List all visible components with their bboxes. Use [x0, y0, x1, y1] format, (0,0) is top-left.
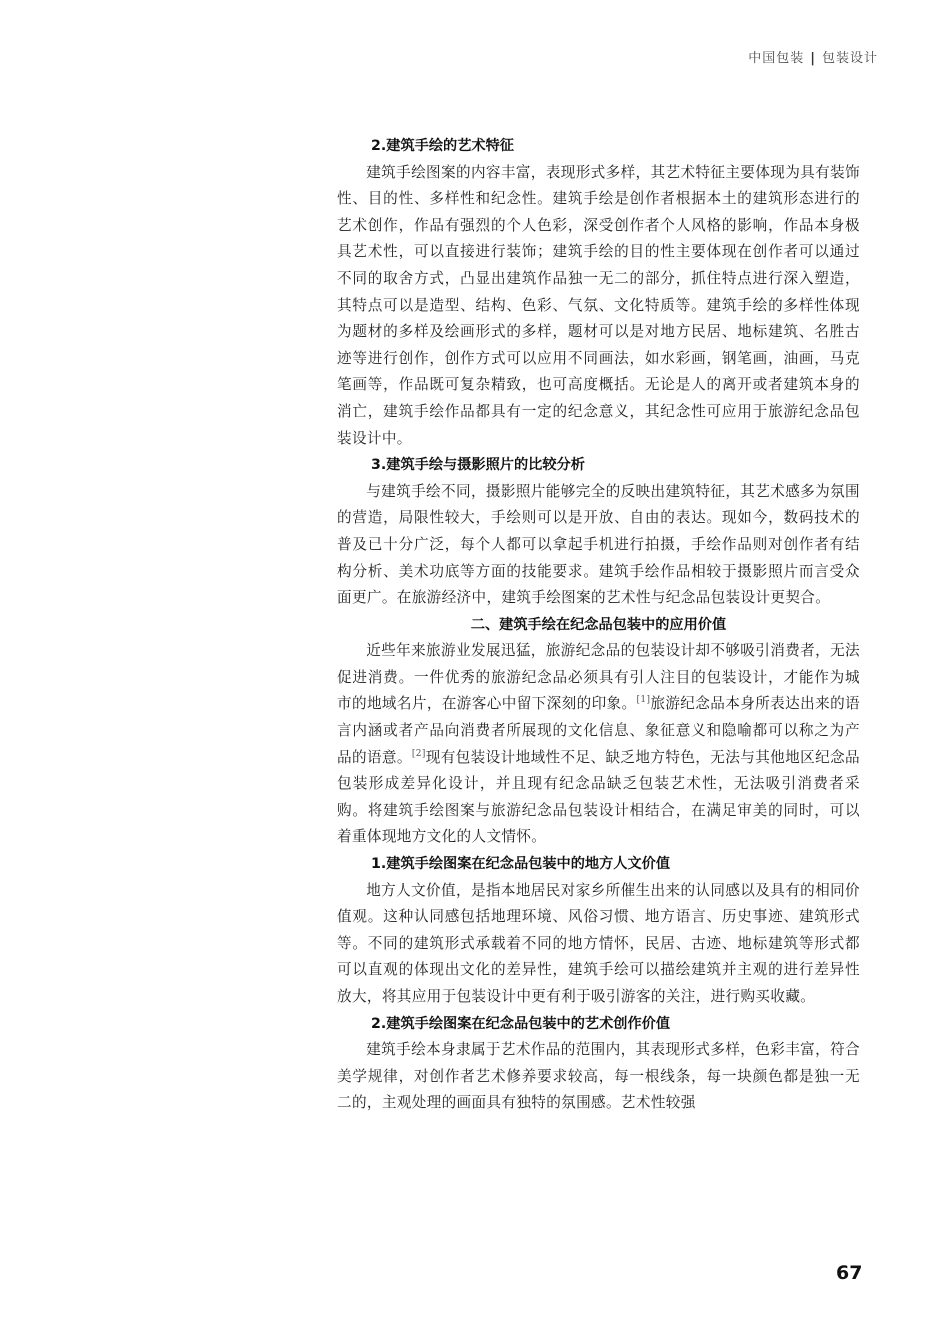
- paragraph-artistic-value: 建筑手绘本身隶属于艺术作品的范围内，其表现形式多样，色彩丰富，符合美学规律，对创作者艺术修养要求较高，每一根线条，每一块颜色都是独一无二的，主观处理的画面具有独特的氛围感。艺术性较强: [337, 1041, 860, 1112]
- header-separator: |: [810, 51, 816, 66]
- section-heading-application-value: 二、建筑手绘在纪念品包装中的应用价值: [470, 616, 727, 633]
- paragraph-application-value: [337, 638, 860, 851]
- running-header: [748, 47, 878, 66]
- paragraph-local-humanistic-value: 地方人文价值，是指本地居民对家乡所催生出来的认同感以及具有的相同价值观。这种认同感包括地理环境、风俗习惯、地方语言、历史事迹、建筑形式等。不同的建筑形式承载着不同的地方情怀，民居、古迹、地标建筑等形式都可以直观的体现出文化的差异性，建筑手绘可以描绘建筑并主观的进行差异性放大，将其应用于包装设计中更有利于吸引游客的关注，进行购买收藏。: [337, 881, 860, 1005]
- subheading-art-features: 2.建筑手绘的艺术特征: [371, 138, 514, 154]
- article-body: [337, 133, 860, 1117]
- section-name: 包装设计: [821, 51, 878, 66]
- subheading-comparison: 3.建筑手绘与摄影照片的比较分析: [371, 457, 585, 474]
- text-segment: 近些年来旅游业发展迅猛，旅游纪念品的包装设计却不够吸引消费者，无法促进消费。一件优秀的旅游纪念品必须具有引人注目的包装设计，才能作为城市的地域名片，在游客心中留下深刻的印象。: [337, 642, 860, 713]
- subheading-artistic-value: 2.建筑手绘图案在纪念品包装中的艺术创作价值: [371, 1015, 671, 1032]
- text-segment: 现有包装设计地域性不足、缺乏地方特色，无法与其他地区纪念品包装形成差异化设计，并且现有纪念品缺乏包装艺术性，无法吸引消费者采购。将建筑手绘图案与旅游纪念品包装设计相结合，在满足审美的同时，可以着重体现地方文化的人文情怀。: [337, 748, 860, 846]
- paragraph-comparison: 与建筑手绘不同，摄影照片能够完全的反映出建筑特征，其艺术感多为氛围的营造，局限性较大，手绘则可以是开放、自由的表达。现如今，数码技术的普及已十分广泛，每个人都可以拿起手机进行拍摄，手绘作品则对创作者有结构分析、美术功底等方面的技能要求。建筑手绘作品相较于摄影照片而言受众面更广。在旅游经济中，建筑手绘图案的艺术性与纪念品包装设计更契合。: [337, 482, 860, 607]
- journal-name: 中国包装: [748, 51, 805, 66]
- citation-2: [2]: [411, 748, 426, 759]
- text-segment: 旅游纪念品本身所表达出来的语言内涵或者产品向消费者所展现的文化信息、象征意义和隐喻都可以称之为产品的语意。: [337, 695, 860, 766]
- subheading-local-humanistic-value: 1.建筑手绘图案在纪念品包装中的地方人文价值: [371, 856, 671, 873]
- page-number: 67: [836, 1262, 863, 1284]
- paragraph-art-features: 建筑手绘图案的内容丰富，表现形式多样，其艺术特征主要体现为具有装饰性、目的性、多样性和纪念性。建筑手绘是创作者根据本土的建筑形态进行的艺术创作，作品有强烈的个人色彩，深受创作者个人风格的影响，作品本身极具艺术性，可以直接进行装饰；建筑手绘的目的性主要体现在创作者可以通过不同的取舍方式，凸显出建筑作品独一无二的部分，抓住特点进行深入塑造，其特点可以是造型、结构、色彩、气氛、文化特质等。建筑手绘的多样性体现为题材的多样及绘画形式的多样，题材可以是对地方民居、地标建筑、名胜古迹等进行创作，创作方式可以应用不同画法，如水彩画，钢笔画，油画，马克笔画等，作品既可复杂精致，也可高度概括。无论是人的离开或者建筑本身的消亡，建筑手绘作品都具有一定的纪念意义，其纪念性可应用于旅游纪念品包装设计中。: [337, 163, 860, 447]
- citation-1: [1]: [636, 695, 651, 706]
